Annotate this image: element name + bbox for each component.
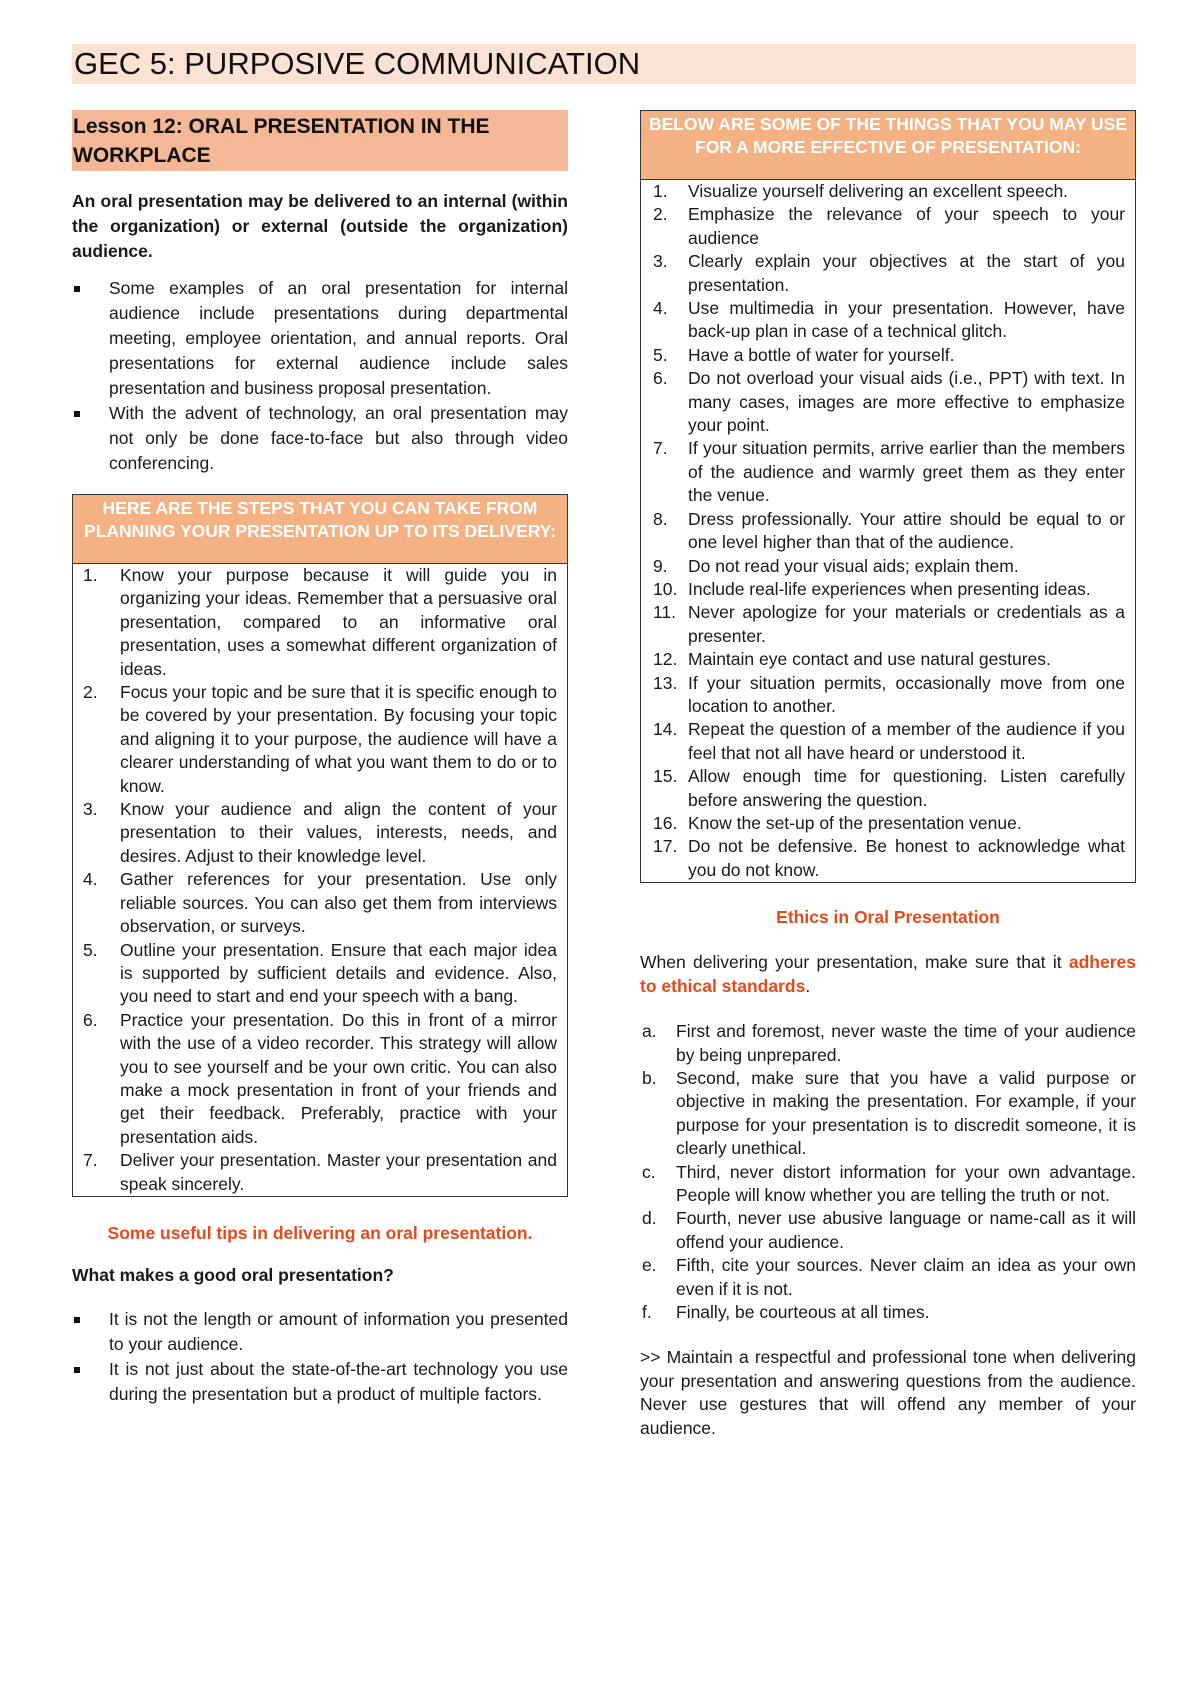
list-item: d. Fourth, never use abusive language or name-call as it will offend your audience. <box>642 1208 1136 1252</box>
list-item: b. Second, make sure that you have a valid purpose or objective in making the presentation. For example, if your purpose for your presentation is to discredit someone, it is clearly unethical. <box>642 1068 1136 1159</box>
left-column <box>72 110 568 1407</box>
list-item: 7. If your situation permits, arrive earlier than the members of the audience and warmly greet them as they enter the venue. <box>653 438 1125 506</box>
list-item: 5. Outline your presentation. Ensure that each major idea is supported by sufficient details and evidence. Also, you need to start and end your speech with a bang. <box>83 939 557 1007</box>
list-item: 12. Maintain eye contact and use natural gestures. <box>653 649 1051 670</box>
list-item: 2. Focus your topic and be sure that it is specific enough to be covered by your presentation. By focusing your topic and aligning it to your purpose, the audience will have a clearer understanding of what you want them to do or to know. <box>83 682 557 796</box>
lesson-title: Lesson 12: ORAL PRESENTATION IN THE WORKPLACE <box>72 110 568 171</box>
tips-question: What makes a good oral presentation? <box>72 1264 394 1285</box>
things-box <box>640 110 1136 883</box>
ethics-closing: >> Maintain a respectful and professional tone when delivering your presentation and answering questions from the audience. Never use gestures that will offend any member of your audience. <box>640 1347 1136 1438</box>
list-item: 15. Allow enough time for questioning. Listen carefully before answering the question. <box>653 766 1125 810</box>
ethics-intro: When delivering your presentation, make sure that it adheres to ethical standards. <box>640 952 1136 996</box>
list-item: 11. Never apologize for your materials or credentials as a presenter. <box>653 602 1125 646</box>
list-item: 4. Gather references for your presentation. Use only reliable sources. You can also get them from interviews observation, or surveys. <box>83 869 557 937</box>
list-item: 1. Visualize yourself delivering an excellent speech. <box>653 181 1069 201</box>
lesson-intro: An oral presentation may be delivered to an internal (within the organization) or external (outside the organization) audience. <box>72 191 568 261</box>
list-item: e. Fifth, cite your sources. Never claim an idea as your own even if it is not. <box>642 1255 1136 1299</box>
list-item: 16. Know the set-up of the presentation venue. <box>653 812 1022 833</box>
ethics-list <box>640 1020 1136 1324</box>
list-item: With the advent of technology, an oral presentation may not only be done face-to-face but also through video conferencing. <box>72 401 568 476</box>
list-item: 13. If your situation permits, occasionally move from one location to another. <box>653 672 1125 716</box>
list-item: a. First and foremost, never waste the time of your audience by being unprepared. <box>642 1021 1136 1065</box>
list-item: 6. Practice your presentation. Do this in front of a mirror with the use of a video recorder. This strategy will allow you to see yourself and be your own critic. You can also make a mock presentation in front of your friends and get their feedback. Preferably, practice with your presentation aids. <box>83 1009 557 1147</box>
right-column <box>640 110 1136 1440</box>
course-title: GEC 5: PURPOSIVE COMMUNICATION <box>74 46 641 81</box>
things-list <box>641 180 1135 882</box>
list-item: 3. Know your audience and align the content of your presentation to their values, interests, needs, and desires. Adjust to their knowledge level. <box>83 799 557 866</box>
list-item: 7. Deliver your presentation. Master your presentation and speak sincerely. <box>83 1150 557 1194</box>
ethics-title: Ethics in Oral Presentation <box>776 907 1000 928</box>
steps-box-heading: HERE ARE THE STEPS THAT YOU CAN TAKE FROM PLANNING YOUR PRESENTATION UP TO ITS DELIVERY: <box>73 495 567 564</box>
list-item: It is not the length or amount of information you presented to your audience. <box>72 1307 568 1357</box>
list-item: 3. Clearly explain your objectives at the start of you presentation. <box>653 251 1125 295</box>
list-item: f. Finally, be courteous at all times. <box>642 1302 930 1323</box>
steps-box <box>72 494 568 1197</box>
intro-bullets <box>72 276 568 476</box>
list-item: 8. Dress professionally. Your attire should be equal to or one level higher than that of the audience. <box>653 508 1125 553</box>
list-item: 9. Do not read your visual aids; explain them. <box>653 555 1019 576</box>
tips-title: Some useful tips in delivering an oral presentation. <box>107 1222 533 1243</box>
list-item: 1. Know your purpose because it will guide you in organizing your ideas. Remember that a persuasive oral presentation, compared to an informative oral presentation, uses a somewhat different organization of ideas. <box>83 565 557 679</box>
list-item: 6. Do not overload your visual aids (i.e., PPT) with text. In many cases, images are more effective to emphasize your point. <box>653 368 1125 436</box>
things-box-heading: BELOW ARE SOME OF THE THINGS THAT YOU MAY USE FOR A MORE EFFECTIVE OF PRESENTATION: <box>641 111 1135 180</box>
list-item: 2. Emphasize the relevance of your speech to your audience <box>653 204 1125 248</box>
page-header <box>72 44 1136 84</box>
list-item: 17. Do not be defensive. Be honest to acknowledge what you do not know. <box>653 836 1125 880</box>
steps-list <box>73 564 567 1196</box>
list-item: 10. Include real-life experiences when presenting ideas. <box>653 578 1091 599</box>
list-item: 14. Repeat the question of a member of the audience if you feel that not all have heard or understood it. <box>653 719 1125 763</box>
list-item: Some examples of an oral presentation for internal audience include presentations during departmental meeting, employee orientation, and annual reports. Oral presentations for external audience include sales presentation and business proposal presentation. <box>72 276 568 401</box>
list-item: c. Third, never distort information for your own advantage. People will know whether you are telling the truth or not. <box>642 1161 1136 1206</box>
list-item: 5. Have a bottle of water for yourself. <box>653 344 955 365</box>
ethics-highlight: adheres to ethical standards <box>640 952 1136 996</box>
list-item: It is not just about the state-of-the-art technology you use during the presentation but a product of multiple factors. <box>72 1357 568 1407</box>
list-item: 4. Use multimedia in your presentation. However, have back-up plan in case of a technical glitch. <box>653 298 1125 342</box>
tips-bullets <box>72 1307 568 1407</box>
